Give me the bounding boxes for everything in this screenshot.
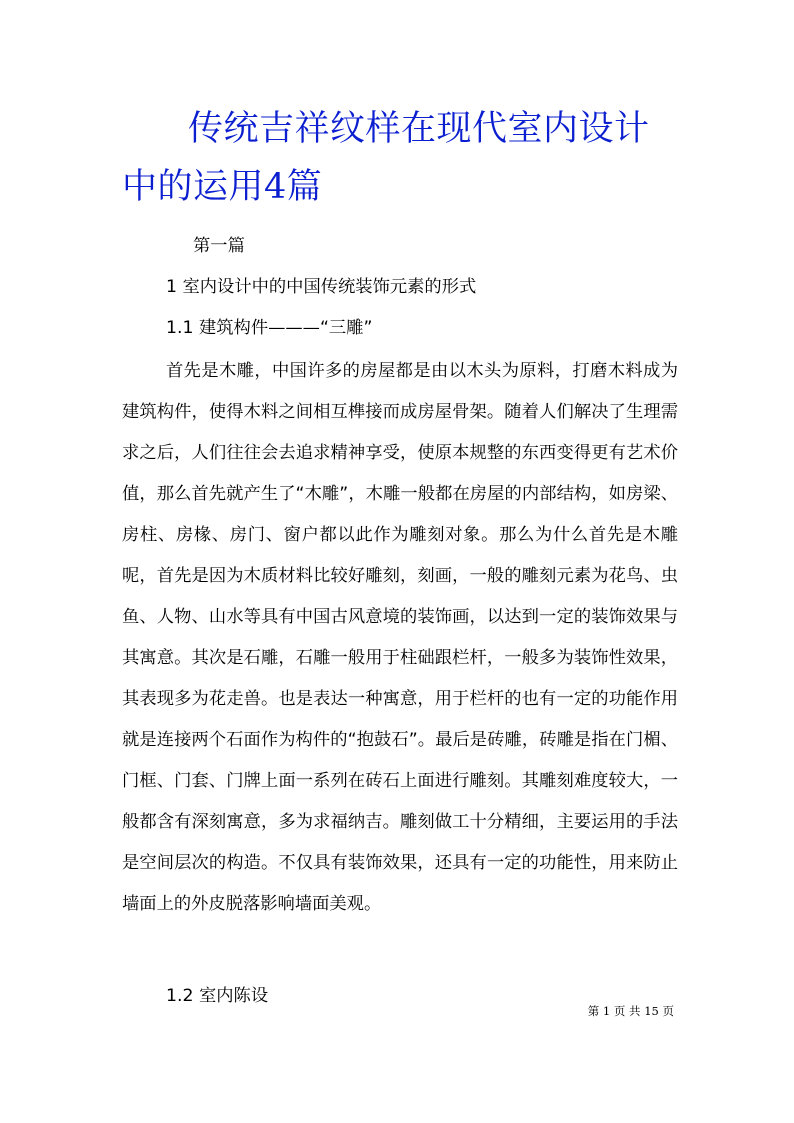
section-heading: 1 室内设计中的中国传统装饰元素的形式 (166, 277, 477, 297)
subsection-heading: 1.1 建筑构件———“三雕” (166, 318, 373, 338)
page-indicator: 第 1 页 共 15 页 (587, 1004, 674, 1018)
body-paragraph: 首先是木雕，中国许多的房屋都是由以木头为原料，打磨木料成为建筑构件，使得木料之间相互榫接而成房屋骨架。随着人们解决了生理需求之后，人们往往会去追求精神享受，使原本规整的东西变得更有艺术价值，那么首先就产生了“木雕”，木雕一般都在房屋的内部结构，如房梁、房柱、房椽、房门、窗户都以此作为雕刻对象。那么为什么首先是木雕呢，首先是因为木质材料比较好雕刻，刻画，一般的雕刻元素为花鸟、虫鱼、人物、山水等具有中国古风意境的装饰画，以达到一定的装饰效果与其寓意。其次是石雕，石雕一般用于柱础跟栏杆，一般多为装饰性效果，其表现多为花走兽。也是表达一种寓意，用于栏杆的也有一定的功能作用就是连接两个石面作为构件的“抱鼓石”。最后是砖雕，砖雕是指在门楣、门框、门套、门牌上面一系列在砖石上面进行雕刻。其雕刻难度较大，一般都含有深刻寓意，多为求福纳吉。雕刻做工十分精细，主要运用的手法是空间层次的构造。不仅具有装饰效果，还具有一定的功能性，用来防止墙面上的外皮脱落影响墙面美观。 (122, 361, 678, 914)
subsection-heading: 1.2 室内陈设 (166, 986, 269, 1006)
document-title: 传统吉祥纹样在现代室内设计中的运用4篇 (122, 109, 650, 207)
part-label: 第一篇 (193, 236, 245, 256)
